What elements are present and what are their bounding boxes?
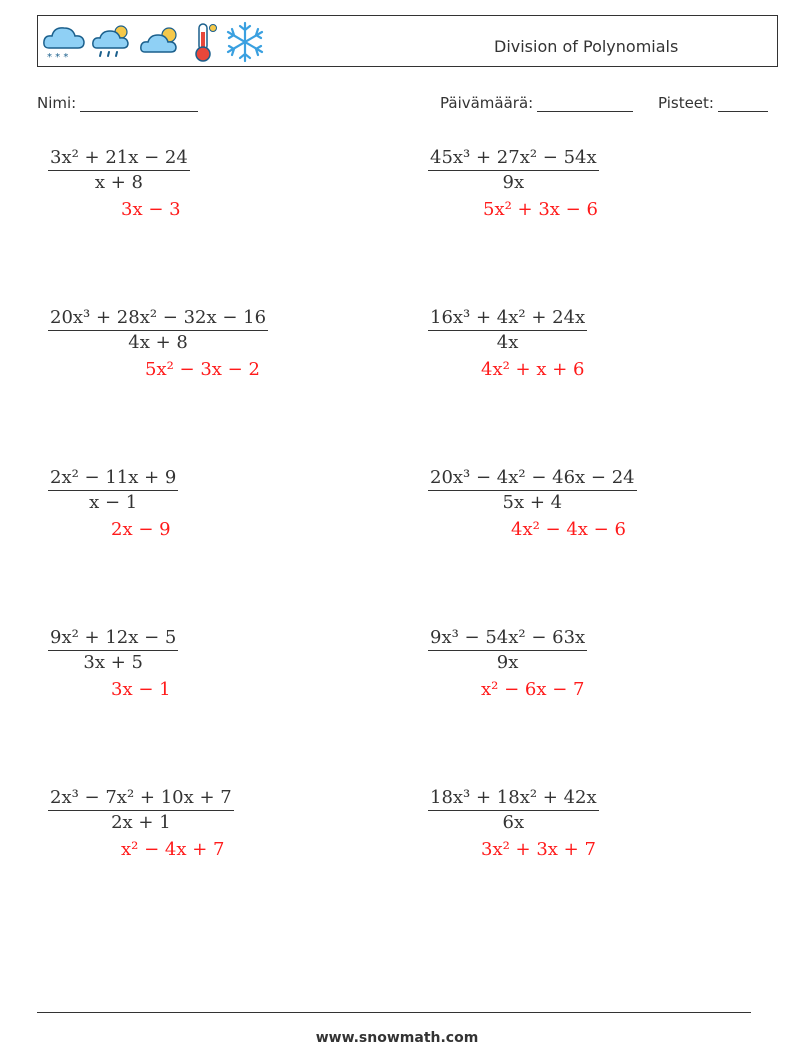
numerator: 45x³ + 27x² − 54x (428, 147, 599, 171)
snowflake-icon (223, 20, 267, 64)
answer-5: 2x − 9 (111, 519, 171, 540)
numerator: 20x³ − 4x² − 46x − 24 (428, 467, 637, 491)
answer-10: 3x² + 3x + 7 (481, 839, 596, 860)
rain-sun-cloud-icon (91, 22, 135, 62)
numerator: 9x³ − 54x² − 63x (428, 627, 587, 651)
numerator: 2x² − 11x + 9 (48, 467, 178, 491)
thermometer-icon (189, 20, 219, 64)
denominator: 2x + 1 (111, 812, 171, 833)
numerator: 16x³ + 4x² + 24x (428, 307, 587, 331)
fraction (48, 307, 268, 353)
fraction (48, 147, 190, 193)
fraction (428, 147, 599, 193)
snow-cloud-icon (41, 22, 87, 62)
answer-4: 4x² + x + 6 (481, 359, 585, 380)
fraction (48, 627, 178, 673)
date-blank[interactable] (537, 94, 633, 112)
denominator: 4x (496, 332, 519, 353)
date-field[interactable] (440, 94, 633, 112)
answer-7: 3x − 1 (111, 679, 171, 700)
denominator: 3x + 5 (83, 652, 143, 673)
denominator: 6x (502, 812, 525, 833)
score-label: Pisteet: (658, 94, 714, 112)
fraction (428, 787, 599, 833)
problem-4 (428, 307, 587, 353)
answer-9: x² − 4x + 7 (121, 839, 225, 860)
name-field[interactable] (37, 94, 198, 112)
problem-5 (48, 467, 178, 513)
fraction (428, 307, 587, 353)
denominator: 9x (496, 652, 519, 673)
answer-1: 3x − 3 (121, 199, 181, 220)
name-blank[interactable] (80, 94, 198, 112)
numerator: 2x³ − 7x² + 10x + 7 (48, 787, 234, 811)
fraction (48, 787, 234, 833)
name-label: Nimi: (37, 94, 77, 112)
denominator: 9x (502, 172, 525, 193)
problem-9 (48, 787, 234, 833)
denominator: x + 8 (94, 172, 143, 193)
footer-url[interactable]: www.snowmath.com (315, 1030, 479, 1046)
answer-3: 5x² − 3x − 2 (145, 359, 260, 380)
fraction (428, 467, 637, 513)
worksheet-header (37, 15, 778, 67)
numerator: 9x² + 12x − 5 (48, 627, 178, 651)
date-label: Päivämäärä: (440, 94, 534, 112)
worksheet-title: Division of Polynomials (494, 37, 679, 56)
denominator: 4x + 8 (128, 332, 188, 353)
svg-text:* * *: * * * (47, 52, 69, 62)
numerator: 20x³ + 28x² − 32x − 16 (48, 307, 268, 331)
numerator: 3x² + 21x − 24 (48, 147, 190, 171)
score-field[interactable] (658, 94, 768, 112)
sun-cloud-icon (139, 22, 185, 62)
answer-6: 4x² − 4x − 6 (511, 519, 626, 540)
score-blank[interactable] (718, 94, 768, 112)
problem-7 (48, 627, 178, 673)
answer-8: x² − 6x − 7 (481, 679, 585, 700)
fraction (428, 627, 587, 673)
denominator: 5x + 4 (502, 492, 563, 513)
denominator: x − 1 (89, 492, 138, 513)
footer-divider (37, 1012, 751, 1013)
header-icons (41, 20, 267, 64)
answer-2: 5x² + 3x − 6 (483, 199, 598, 220)
problem-2 (428, 147, 599, 193)
fraction (48, 467, 178, 513)
problem-1 (48, 147, 190, 193)
problem-6 (428, 467, 637, 513)
problem-8 (428, 627, 587, 673)
numerator: 18x³ + 18x² + 42x (428, 787, 599, 811)
problem-10 (428, 787, 599, 833)
problem-3 (48, 307, 268, 353)
